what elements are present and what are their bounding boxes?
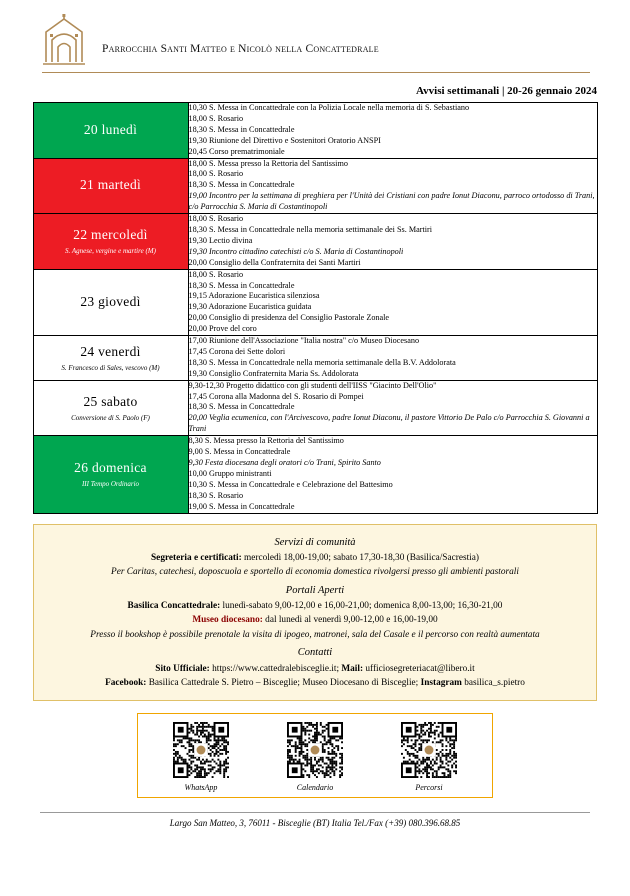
event-item: 19,30 Adorazione Eucaristica guidata [188,302,312,312]
museum-label: Museo diocesano: [192,615,263,626]
events-cell [188,336,597,381]
open-portals-title: Portali Aperti [285,584,345,596]
event-item: 17,45 Corona alla Madonna del S. Rosario di Pompei [188,391,364,401]
event-item: 19,30 Lectio divina [188,235,253,245]
caritas-note: Per Caritas, catechesi, doposcuola e sportello di economia domestica rivolgersi presso gli ambienti pastorali [111,567,519,578]
event-item: 8,30 S. Messa presso la Rettoria del Santissimo [188,436,344,446]
event-item: 18,00 S. Rosario [188,113,244,123]
events-cell [188,158,597,214]
bulletin-title: Avvisi settimanali | 20-26 gennaio 2024 [416,85,597,97]
secretariat-line [44,552,586,565]
event-item: 20,00 Consiglio di presidenza del Consiglio Pastorale Zonale [188,313,390,323]
event-item: 9,30 Festa diocesana degli oratori c/o Trani, Spirito Santo [188,458,381,467]
table-row [33,103,597,159]
day-subtitle: S. Agnese, vergine e martire (M) [65,247,156,256]
secretariat-text: mercoledì 18,00-19,00; sabato 17,30-18,30 (Basilica/Sacrestia) [241,552,479,563]
events-cell [188,269,597,335]
weekly-schedule-table [33,102,598,514]
event-item: 19,30 Riunione del Direttivo e Sostenitori Oratorio ANSPI [188,135,381,145]
day-cell [33,436,188,513]
qr-codes-box [137,713,493,798]
event-item: 17,00 Riunione dell'Associazione "Italia nostra" c/o Museo Diocesano [188,336,420,346]
qr-code-item[interactable] [149,722,253,792]
day-name: 24 venerdì [80,343,141,359]
event-item: 20,00 Veglia ecumenica, con l'Arcivescovo, padre Ionut Diaconu, il pastore Vittorio De Palo c/o Parrocchia S. Giovanni a Trani [188,413,590,434]
event-item: 18,00 S. Messa presso la Rettoria del Santissimo [188,158,348,168]
qr-code-icon[interactable] [401,722,457,778]
day-cell [33,269,188,335]
site-label: Sito Ufficiale: [155,663,210,674]
qr-code-item[interactable] [377,722,481,792]
qr-code-icon[interactable] [173,722,229,778]
table-row [33,336,597,381]
services-title: Servizi di comunità [274,536,356,548]
qr-code-icon[interactable] [287,722,343,778]
facebook-text[interactable]: Basilica Cattedrale S. Pietro – Bisceglie; Museo Diocesano di Bisceglie; [146,678,419,688]
event-item: 18,30 S. Rosario [188,490,244,500]
footer-divider [40,812,590,813]
event-item: 19,00 S. Messa in Concattedrale [188,501,295,511]
basilica-hours-line [44,600,586,613]
mail-text[interactable]: ufficiosegreteriacat@libero.it [363,663,475,674]
day-cell [33,103,188,159]
day-cell [33,158,188,214]
museum-text: dal lunedì al venerdì 9,00-12,00 e 16,00-19,00 [262,615,438,626]
day-name: 22 mercoledì [73,227,148,243]
event-item: 20,00 Prove del coro [188,324,257,334]
page-header [0,0,630,66]
table-row [33,158,597,214]
bookshop-note: Presso il bookshop è possibile prenotale la visita di ipogeo, matronei, sala del Casale e il percorso con realtà aumentata [90,629,540,640]
event-item: 10,30 S. Messa in Concattedrale e Celebrazione del Battesimo [188,479,393,489]
day-name: 25 sabato [83,393,138,409]
website-line [44,663,586,676]
basilica-text: lunedì-sabato 9,00-12,00 e 16,00-21,00; domenica 8,00-13,00; 16,30-21,00 [220,600,503,611]
basilica-label: Basilica Concattedrale: [127,600,221,611]
event-item: 17,45 Corona dei Sette dolori [188,346,286,356]
facebook-label: Facebook: [105,678,147,688]
events-cell [188,103,597,159]
event-item: 18,30 S. Messa in Concattedrale [188,124,295,134]
event-item: 19,15 Adorazione Eucaristica silenziosa [188,291,320,301]
day-subtitle: III Tempo Ordinario [81,480,140,489]
event-item: 18,00 S. Rosario [188,169,244,179]
secretariat-label: Segreteria e certificati: [151,552,242,563]
table-row [33,436,597,513]
day-name: 26 domenica [74,460,147,476]
event-item: 19,30 Incontro cittadino catechisti c/o S. Maria di Costantinopoli [188,246,404,256]
church-arch-logo-icon [40,14,88,66]
events-cell [188,380,597,436]
instagram-label: Instagram [418,678,462,688]
site-text[interactable]: https://www.cattedralebisceglie.it; [209,663,340,674]
event-item: 18,30 S. Messa in Concattedrale nella memoria settimanale della B.V. Addolorata [188,357,456,367]
day-cell [33,336,188,381]
social-line [44,677,586,690]
event-item: 18,30 S. Messa in Concattedrale [188,280,295,290]
qr-code-item[interactable] [263,722,367,792]
event-item: 18,00 S. Rosario [188,269,244,279]
qr-code-label: WhatsApp [184,783,218,793]
events-cell [188,436,597,513]
museum-hours-line [44,614,586,627]
event-item: 18,30 S. Messa in Concattedrale [188,180,295,190]
parish-name: Parrocchia Santi Matteo e Nicolò nella Concattedrale [102,43,379,55]
community-services-box [33,524,597,702]
day-cell [33,214,188,270]
event-item: 20,00 Consiglio della Confraternita dei Santi Martiri [188,257,361,267]
event-item: 10,00 Gruppo ministranti [188,468,272,478]
day-subtitle: S. Francesco di Sales, vescovo (M) [61,363,160,372]
event-item: 19,00 Incontro per la settimana di preghiera per l'Unità dei Cristiani con padre Ionut Diaconu, parroco ortodosso di Trani, c/o Parrocchia S. Maria di Costantinopoli [188,191,595,212]
event-item: 20,45 Corso prematrimoniale [188,146,285,156]
event-item: 18,30 S. Messa in Concattedrale nella memoria settimanale dei Ss. Martiri [188,224,433,234]
header-divider [42,72,590,73]
mail-label: Mail: [339,663,364,674]
event-item: 18,30 S. Messa in Concattedrale [188,402,295,412]
instagram-text[interactable]: basilica_s.pietro [461,678,525,688]
table-row [33,269,597,335]
event-item: 19,30 Consiglio Confraternita Maria Ss. Addolorata [188,368,359,378]
events-cell [188,214,597,270]
day-name: 21 martedì [79,177,142,193]
day-name: 20 lunedì [83,121,138,137]
qr-code-label: Percorsi [415,783,443,793]
footer-address: Largo San Matteo, 3, 76011 - Bisceglie (BT) Italia Tel./Fax (+39) 080.396.68.85 [169,818,461,829]
event-item: 10,30 S. Messa in Concattedrale con la Polizia Locale nella memoria di S. Sebastiano [188,103,470,112]
day-subtitle: Conversione di S. Paolo (F) [71,413,150,422]
qr-code-label: Calendario [296,783,334,793]
event-item: 18,00 S. Rosario [188,214,244,224]
table-row [33,214,597,270]
event-item: 9,30-12,30 Progetto didattico con gli studenti dell'IISS "Giacinto Dell'Olio" [188,380,437,390]
contacts-title: Contatti [297,647,333,659]
event-item: 9,00 S. Messa in Concattedrale [188,447,291,457]
table-row [33,380,597,436]
day-cell [33,380,188,436]
day-name: 23 giovedì [80,293,141,309]
